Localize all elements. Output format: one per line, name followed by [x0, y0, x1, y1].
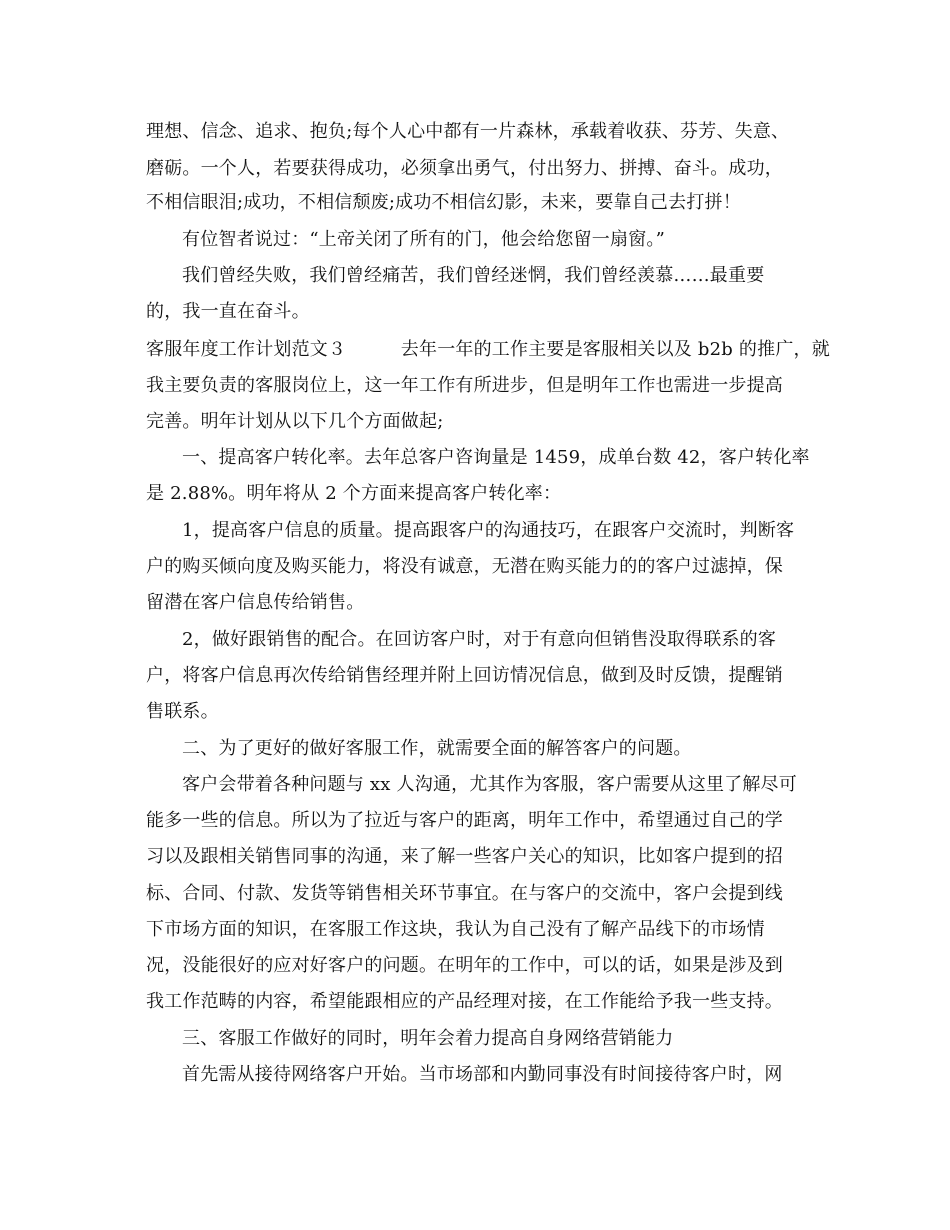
- text-line: 的，我一直在奋斗。: [146, 301, 310, 322]
- text-line: 售联系。: [146, 701, 219, 722]
- text-line: 是 2.88%。明年将从 2 个方面来提高客户转化率：: [146, 483, 562, 504]
- text-line: 磨砺。一个人，若要获得成功，必须拿出勇气，付出努力、拼搏、奋斗。成功，: [146, 158, 783, 179]
- text-line: 我主要负责的客服岗位上，这一年工作有所进步，但是明年工作也需进一步提高: [146, 375, 783, 396]
- text-line: 下市场方面的知识，在客服工作这块，我认为自己没有了解产品线下的市场情: [146, 919, 765, 940]
- text-line: 留潜在客户信息传给销售。: [146, 592, 365, 613]
- text-line: 完善。明年计划从以下几个方面做起;: [146, 411, 444, 432]
- text-line: 户，将客户信息再次传给销售经理并附上回访情况信息，做到及时反馈，提醒销: [146, 665, 783, 686]
- text-line: 三、客服工作做好的同时，明年会着力提高自身网络营销能力: [182, 1028, 674, 1049]
- text-line: 能多一些的信息。所以为了拉近与客户的距离，明年工作中，希望通过自己的学: [146, 810, 783, 831]
- text-line: 首先需从接待网络客户开始。当市场部和内勤同事没有时间接待客户时，网: [182, 1064, 783, 1085]
- text-line: 标、合同、付款、发货等销售相关环节事宜。在与客户的交流中，客户会提到线: [146, 883, 783, 904]
- text-line: 1，提高客户信息的质量。提高跟客户的沟通技巧，在跟客户交流时，判断客: [182, 520, 795, 541]
- text-line: 户的购买倾向度及购买能力，将没有诚意，无潜在购买能力的的客户过滤掉，保: [146, 556, 783, 577]
- text-line: 习以及跟相关销售同事的沟通，来了解一些客户关心的知识，比如客户提到的招: [146, 846, 783, 867]
- section-heading-line: 客服年度工作计划范文３ 去年一年的工作主要是客服相关以及 b2b 的推广，就: [146, 339, 830, 360]
- text-line: 我工作范畴的内容，希望能跟相应的产品经理对接，在工作能给予我一些支持。: [146, 991, 783, 1012]
- text-line: 况，没能很好的应对好客户的问题。在明年的工作中，可以的话，如果是涉及到: [146, 955, 783, 976]
- text-line: 2，做好跟销售的配合。在回访客户时，对于有意向但销售没取得联系的客: [182, 629, 777, 650]
- text-line: 客户会带着各种问题与 xx 人沟通，尤其作为客服，客户需要从这里了解尽可: [182, 774, 797, 795]
- text-line: 二、为了更好的做好客服工作，就需要全面的解答客户的问题。: [182, 738, 692, 759]
- text-line: 一、提高客户转化率。去年总客户咨询量是 1459，成单台数 42，客户转化率: [182, 447, 810, 468]
- text-line: 我们曾经失败，我们曾经痛苦，我们曾经迷惘，我们曾经羡慕……最重要: [182, 265, 765, 286]
- text-line: 理想、信念、追求、抱负;每个人心中都有一片森林，承载着收获、芬芳、失意、: [146, 121, 790, 142]
- text-line: 有位智者说过：“上帝关闭了所有的门，他会给您留一扇窗。”: [182, 229, 666, 250]
- text-line: 不相信眼泪;成功，不相信颓废;成功不相信幻影，未来，要靠自己去打拼！: [146, 192, 741, 213]
